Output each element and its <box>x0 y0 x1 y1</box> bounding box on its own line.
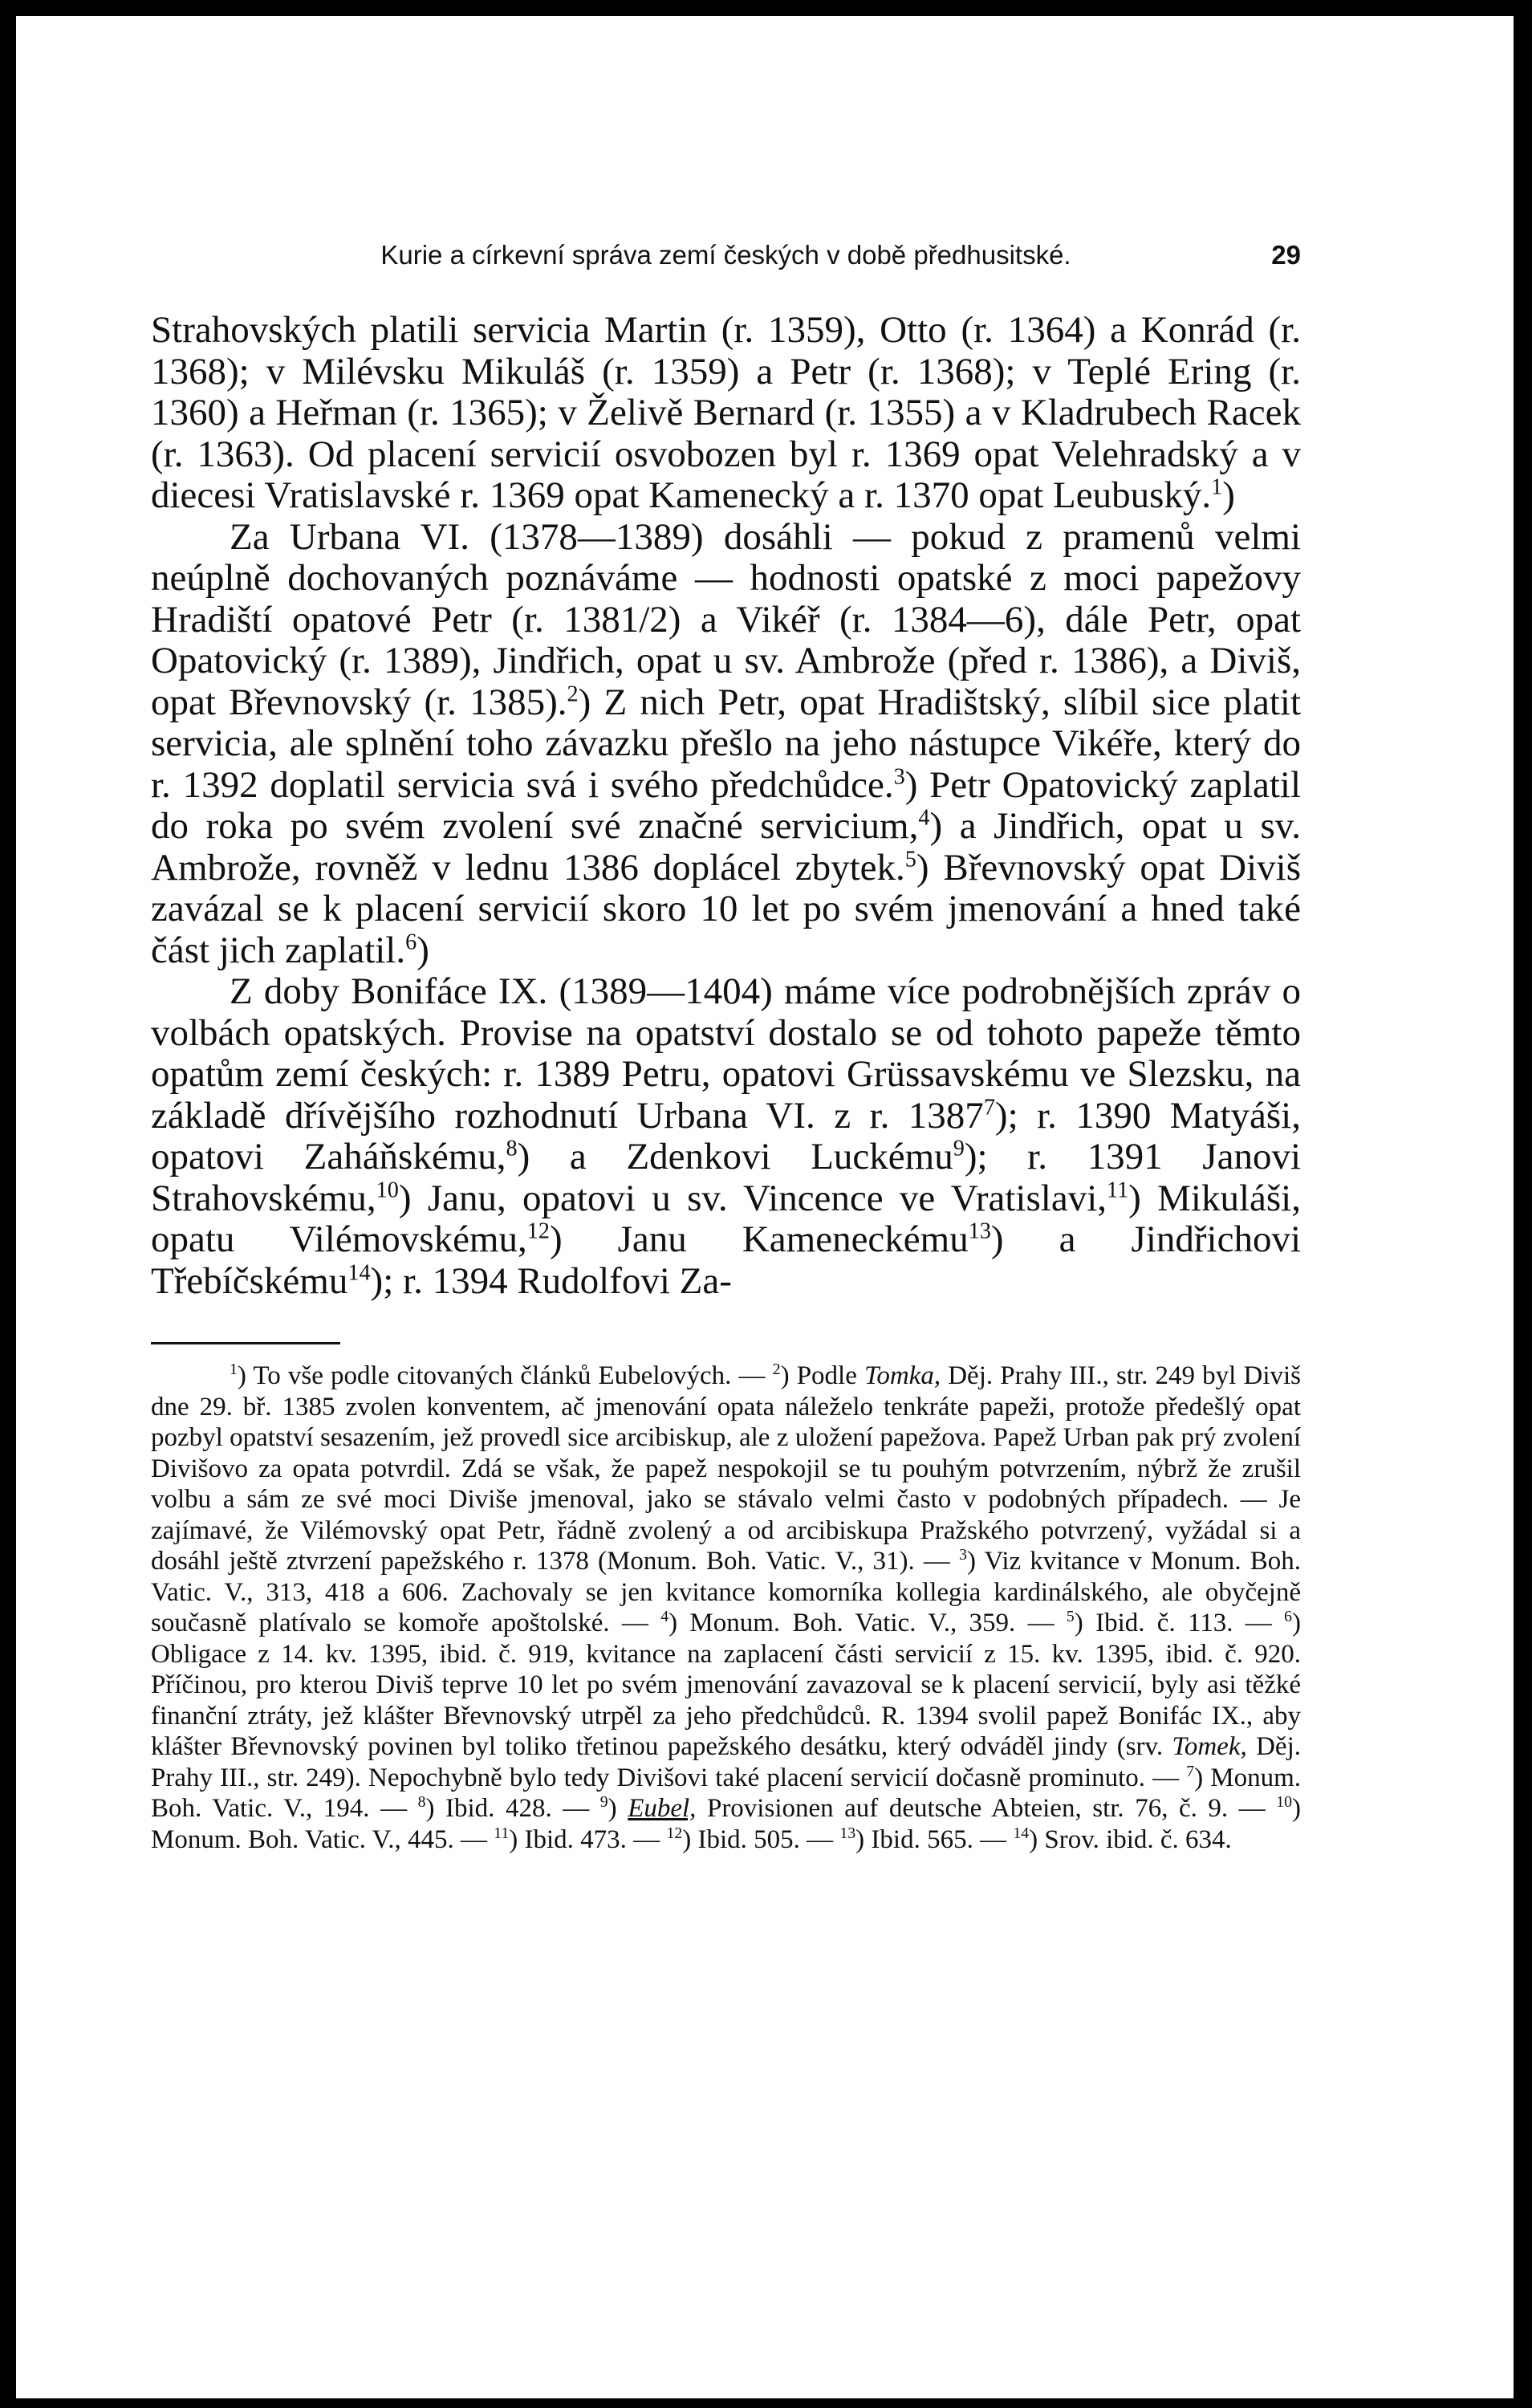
footnote-marker: 11 <box>494 1824 510 1842</box>
page-number: 29 <box>1271 240 1301 270</box>
paragraph: Strahovských platili servicia Martin (r. 1359), Otto (r. 1364) a Konrád (r. 1368); v Milévsku Mikuláš (r. 1359) a Petr (r. 1368); v Teplé Ering (r. 1360) a Heřman (r. 1365); v Želivě Bernard (r. 1355) a v Kladrubech Racek (r. 1363). Od placení servicií osvobozen byl r. 1369 opat Velehradský a v diecesi Vratislavské r. 1369 opat Kamenecký a r. 1370 opat Leubuský.$^1$) <box>151 309 1301 516</box>
footnote-text: Ibid. 565. — <box>864 1824 1014 1854</box>
footnote-text: Ibid. 428. — <box>434 1794 600 1823</box>
paragraph: Za Urbana VI. (1378—1389) dosáhli — pokud z pramenů velmi neúplně dochovaných poznáváme — hodnosti opatské z moci papežovy Hradiští opatové Petr (r. 1381/2) a Vikéř (r. 1384—6), dále Petr, opat Opatovický (r. 1389), Jindřich, opat u sv. Ambrože (před r. 1386), a Diviš, opat Břevnovský (r. 1385).$^2$) Z nich Petr, opat Hradištský, slíbil sice platit servicia, ale splnění toho závazku přešlo na jeho nástupce Vikéře, který do r. 1392 doplatil servicia svá i svého předchůdce.$^3$) Petr Opatovický zaplatil do roka po svém zvolení své značné servicium,$^4$) a Jindřich, opat u sv. Ambrože, rovněž v lednu 1386 doplácel zbytek.$^5$) Břevnovský opat Diviš zavázal se k placení servicií skoro 10 let po svém jmenování a hned také část jich zaplatil.$^6$) <box>151 515 1302 971</box>
footnote-ref: 8 <box>506 1136 518 1161</box>
footnote-ref: 12 <box>526 1218 550 1244</box>
paragraph-text: Strahovských platili servicia Martin (r. 1359), Otto (r. 1364) a Konrád (r. 1368); v Milévsku Mikuláš (r. 1359) a Petr (r. 1368); v Teplé Ering (r. 1360) a Heřman (r. 1365); v Želivě Bernard (r. 1355) a v Kladrubech Racek (r. 1363). Od placení servicií osvobozen byl r. 1369 opat Velehradský a v diecesi Vratislavské r. 1369 opat Kamenecký a r. 1370 opat Leubuský. <box>151 309 1301 516</box>
footnote-text: Podle <box>789 1361 865 1390</box>
footnote-ref: 5 <box>904 846 916 872</box>
footnote-ref: 4 <box>918 805 930 831</box>
footnotes <box>151 1361 1301 1855</box>
footnote-ref: 1 <box>1211 474 1223 500</box>
paragraph-text: Petr Opatovický zaplatil do roka po svém zvolení své značné servicium, <box>151 763 1302 847</box>
footnote-text: Děj. Prahy III., str. 249). Nepochybně bylo tedy Divišovi také placení servicií dočasně prominuto. — <box>151 1732 1301 1792</box>
footnote-text: Monum. Boh. Vatic. V., 359. — <box>677 1609 1067 1637</box>
footnote-text: Provisionen auf deutsche Abteien, str. 76, č. 9. — <box>696 1794 1277 1823</box>
paragraph-text: a Jindřich, opat u sv. Ambrože, rovněž v lednu 1386 doplácel zbytek. <box>151 805 1302 889</box>
running-title: Kurie a církevní správa zemí českých v době předhusitské. <box>380 240 1071 270</box>
paragraph-text: Z nich Petr, opat Hradištský, slíbil sice platit servicia, ale splnění toho závazku přešlo na jeho nástupce Vikéře, který do r. 1392 doplatil servicia svá i svého předchůdce. <box>151 681 1302 806</box>
running-header <box>151 231 1301 279</box>
footnote-ref: 2 <box>567 681 579 706</box>
footnote-text: Ibid. č. 113. — <box>1083 1609 1285 1637</box>
footnote-marker: 10 <box>1276 1793 1292 1811</box>
footnote-marker: 1 <box>230 1361 238 1378</box>
footnote-marker: 9 <box>599 1793 608 1811</box>
paragraph: Z doby Bonifáce IX. (1389—1404) máme více podrobnějších zpráv o volbách opatských. Provise na opatství dostalo se od tohoto papeže těmto opatům zemí českých: r. 1389 Petru, opatovi Grüssavskému ve Slezsku, na základě dřívějšího rozhodnutí Urbana VI. z r. 1387$^7$); r. 1390 Matyáši, opatovi Zaháňskému,$^8$) a Zdenkovi Luckému$^9$); r. 1391 Janovi Strahovskému,$^{10}$) Janu, opatovi u sv. Vincence ve Vratislavi,$^{11}$) Mikuláši, opatu Vilémovskému,$^{12}$) Janu Kameneckému$^{13}$) a Jindřichovi Třebíčskému$^{14}$); r. 1394 Rudolfovi Za- <box>151 970 1302 1302</box>
book-page <box>16 16 1514 2398</box>
footnote-marker: 13 <box>839 1824 856 1842</box>
page-content <box>151 231 1301 1855</box>
footnote-marker: 2 <box>772 1361 781 1378</box>
footnote-block: $^1$) To vše podle citovaných článků Eubelových. — $^2$) Podle Tomka, Děj. Prahy III., str. 249 byl Diviš dne 29. bř. 1385 zvolen konventem, ač jmenování opata náleželo tenkráte papeži, protože předešlý opat pozbyl opatství sesazením, jež provedl sice arcibiskup, ale z uložení papežova. Papež Urban pak prý zvolení Divišovo za opata potvrdil. Zdá se však, že papež nespokojil se tu pouhým potvrzením, nýbrž že zrušil volbu a sám ze své moci Diviše jmenoval, jako se stávalo velmi často v podobných případech. — Je zajímavé, že Vilémovský opat Petr, řádně zvolený a od arcibiskupa Pražského potvrzený, vyžádal si a dosáhl ještě ztvrzení papežského r. 1378 (Monum. Boh. Vatic. V., 31). — $^3$) Viz kvitance v Monum. Boh. Vatic. V., 313, 418 a 606. Zachovaly se jen kvitance komorníka kollegia kardinálského, ale obyčejně současně platívalo se komoře apoštolské. — $^4$) Monum. Boh. Vatic. V., 359. — $^5$) Ibid. č. 113. — $^6$) Obligace z 14. kv. 1395, ibid. č. 919, kvitance na zaplacení části servicií z 15. kv. 1395, ibid. č. 920. Příčinou, pro kterou Diviš teprve 10 let po svém jmenování zavazoval se k placení servicií, byly asi těžké finanční ztráty, jež klášter Břevnovský utrpěl za jeho předchůdců. R. 1394 svolil papež Bonifác IX., aby klášter Břevnovský povinen byl toliko třetinou papežského desátku, který odváděl jindy (srv. Tomek, Děj. Prahy III., str. 249). Nepochybně bylo tedy Divišovi také placení servicií dočasně prominuto. — $^7$) Monum. Boh. Vatic. V., 194. — $^8$) Ibid. 428. — $^9$) Eubel, Provisionen auf deutsche Abteien, str. 76, č. 9. — $^{10}$) Monum. Boh. Vatic. V., 445. — $^{11}$) Ibid. 473. — $^{12}$) Ibid. 505. — $^{13}$) Ibid. 565. — $^{14}$) Srov. ibid. č. 634. <box>151 1361 1301 1854</box>
footnote-ref: 7 <box>983 1094 995 1120</box>
paragraph-text: Za Urbana VI. (1378—1389) dosáhli — pokud z pramenů velmi neúplně dochovaných poznáváme — hodnosti opatské z moci papežovy Hradiští opatové Petr (r. 1381/2) a Vikéř (r. 1384—6), dále Petr, opat Opatovický (r. 1389), Jindřich, opat u sv. Ambrože (před r. 1386), a Diviš, opat Břevnovský (r. 1385). <box>151 515 1301 723</box>
footnote-text: Ibid. 505. — <box>691 1824 840 1854</box>
footnote-text: Obligace z 14. kv. 1395, ibid. č. 919, kvitance na zaplacení části servicií z 15. kv. 1395, ibid. č. 920. Příčinou, pro kterou Diviš teprve 10 let po svém jmenování zavazoval se k placení servicií, byly asi těžké finanční ztráty, jež klášter Břevnovský utrpěl za jeho předchůdců. R. 1394 svolil papež Bonifác IX., aby klášter Břevnovský povinen byl toliko třetinou papežského desátku, který odváděl jindy (srv. <box>151 1639 1301 1761</box>
footnote-text: Monum. Boh. Vatic. V., 445. — <box>151 1824 494 1854</box>
footnote-divider <box>151 1342 340 1344</box>
paragraph-text: ; r. 1394 Rudolfovi Za- <box>383 1259 732 1302</box>
paragraph-text: ; r. 1391 Janovi Strahovskému, <box>151 1136 1301 1219</box>
footnote-text: Děj. Prahy III., str. 249 byl Diviš dne 29. bř. 1385 zvolen konventem, ač jmenování opata náleželo tenkráte papeži, protože předešlý opat pozbyl opatství sesazením, jež provedl sice arcibiskup, ale z uložení papežova. Papež Urban pak prý zvolení Divišovo za opata potvrdil. Zdá se však, že papež nespokojil se tu pouhým potvrzením, nýbrž že zrušil volbu a sám ze své moci Diviše jmenoval, jako se stávalo velmi často v podobných případech. — Je zajímavé, že Vilémovský opat Petr, řádně zvolený a od arcibiskupa Pražského potvrzený, vyžádal si a dosáhl ještě ztvrzení papežského r. 1378 (Monum. Boh. Vatic. V., 31). — <box>151 1361 1301 1576</box>
footnote-text: Viz kvitance v Monum. Boh. Vatic. V., 313, 418 a 606. Zachovaly se jen kvitance komorníka kollegia kardinálského, ale obyčejně současně platívalo se komoře apoštolské. — <box>151 1547 1301 1637</box>
paragraph-text: a Zdenkovi Luckému <box>530 1136 953 1178</box>
footnote-marker: 12 <box>666 1824 683 1842</box>
footnote-marker: 6 <box>1284 1608 1292 1625</box>
paragraph-text: Mikuláši, opatu Vilémovskému, <box>151 1177 1301 1260</box>
footnote-ref: 13 <box>968 1218 991 1244</box>
paragraph-text: Janu Kameneckému <box>562 1218 969 1260</box>
footnote-ref: 3 <box>893 763 905 789</box>
footnote-ref: 6 <box>405 929 417 954</box>
footnote-ref: 11 <box>1107 1177 1129 1202</box>
footnote-marker: 4 <box>660 1608 669 1625</box>
cited-author: Tomek, <box>1172 1732 1247 1761</box>
cited-author: Eubel, <box>628 1794 697 1823</box>
footnote-text: Monum. Boh. Vatic. V., 194. — <box>151 1763 1301 1823</box>
paragraph-text: Janu, opatovi u sv. Vincence ve Vratislavi, <box>411 1177 1107 1219</box>
paragraph-text: a Jindřichovi Třebíčskému <box>151 1218 1302 1302</box>
footnote-text: Ibid. 473. — <box>518 1824 667 1854</box>
footnote-ref: 10 <box>376 1177 399 1202</box>
footnote-text: To vše podle citovaných článků Eubelových. — <box>246 1361 773 1390</box>
paragraph-text: ; r. 1390 Matyáši, opatovi Zaháňskému, <box>151 1094 1301 1178</box>
main-text <box>151 310 1301 1302</box>
footnote-marker: 5 <box>1066 1608 1075 1625</box>
footnote-marker: 14 <box>1013 1824 1030 1842</box>
paragraph-text: Z doby Bonifáce IX. (1389—1404) máme více podrobnějších zpráv o volbách opatských. Provise na opatství dostalo se od tohoto papeže těmto opatům zemí českých: r. 1389 Petru, opatovi Grüssavskému ve Slezsku, na základě dřívějšího rozhodnutí Urbana VI. z r. 1387 <box>151 970 1301 1137</box>
footnote-text: Srov. ibid. č. 634. <box>1038 1824 1232 1854</box>
paragraph-text: Břevnovský opat Diviš zavázal se k placení servicií skoro 10 let po svém jmenování a hned také část jich zaplatil. <box>151 846 1301 971</box>
footnote-marker: 3 <box>959 1546 967 1564</box>
cited-author: Tomka, <box>864 1361 941 1390</box>
footnote-ref: 9 <box>953 1136 965 1161</box>
footnote-ref: 14 <box>347 1259 371 1285</box>
footnote-marker: 8 <box>417 1793 426 1811</box>
footnote-marker: 7 <box>1186 1762 1195 1780</box>
